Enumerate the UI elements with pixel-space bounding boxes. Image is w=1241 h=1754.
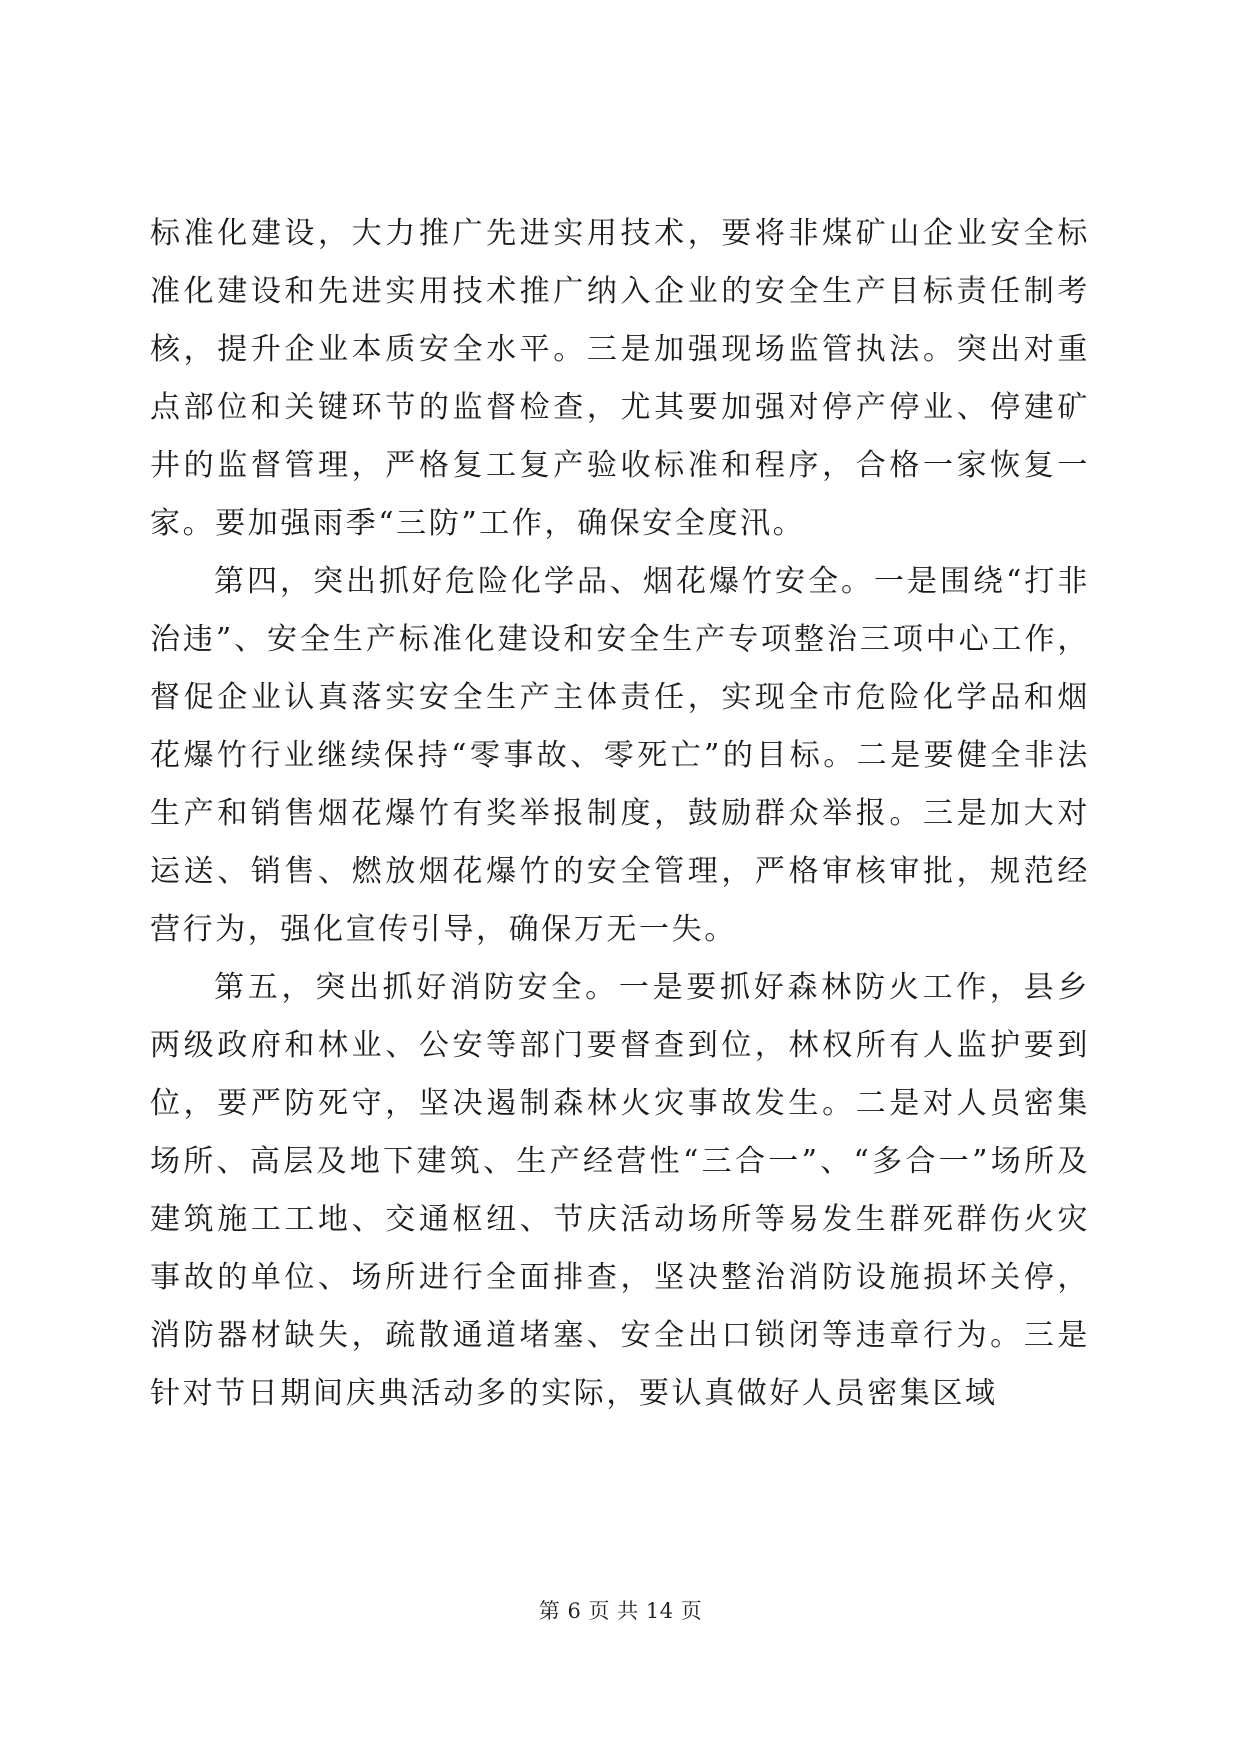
- paragraph-3: 第五，突出抓好消防安全。一是要抓好森林防火工作，县乡两级政府和林业、公安等部门要督查到位，林权所有人监护要到位，要严防死守，坚决遏制森林火灾事故发生。二是对人员密集场所、高层及地下建筑、生产经营性“三合一”、“多合一”场所及建筑施工工地、交通枢纽、节庆活动场所等易发生群死群伤火灾事故的单位、场所进行全面排查，坚决整治消防设施损坏关停，消防器材缺失，疏散通道堵塞、安全出口锁闭等违章行为。三是针对节日期间庆典活动多的实际，要认真做好人员密集区域: [150, 970, 1090, 1411]
- body-text: [150, 205, 1090, 1423]
- paragraph-1: 标准化建设，大力推广先进实用技术，要将非煤矿山企业安全标准化建设和先进实用技术推广纳入企业的安全生产目标责任制考核，提升企业本质安全水平。三是加强现场监管执法。突出对重点部位和关键环节的监督检查，尤其要加强对停产停业、停建矿井的监督管理，严格复工复产验收标准和程序，合格一家恢复一家。要加强雨季“三防”工作，确保安全度汛。: [150, 216, 1090, 541]
- page-number-footer: 第 6 页 共 14 页: [538, 1599, 703, 1623]
- paragraph-2: 第四，突出抓好危险化学品、烟花爆竹安全。一是围绕“打非治违”、安全生产标准化建设和安全生产专项整治三项中心工作，督促企业认真落实安全生产主体责任，实现全市危险化学品和烟花爆竹行业继续保持“零事故、零死亡”的目标。二是要健全非法生产和销售烟花爆竹有奖举报制度，鼓励群众举报。三是加大对运送、销售、燃放烟花爆竹的安全管理，严格审核审批，规范经营行为，强化宣传引导，确保万无一失。: [150, 564, 1090, 947]
